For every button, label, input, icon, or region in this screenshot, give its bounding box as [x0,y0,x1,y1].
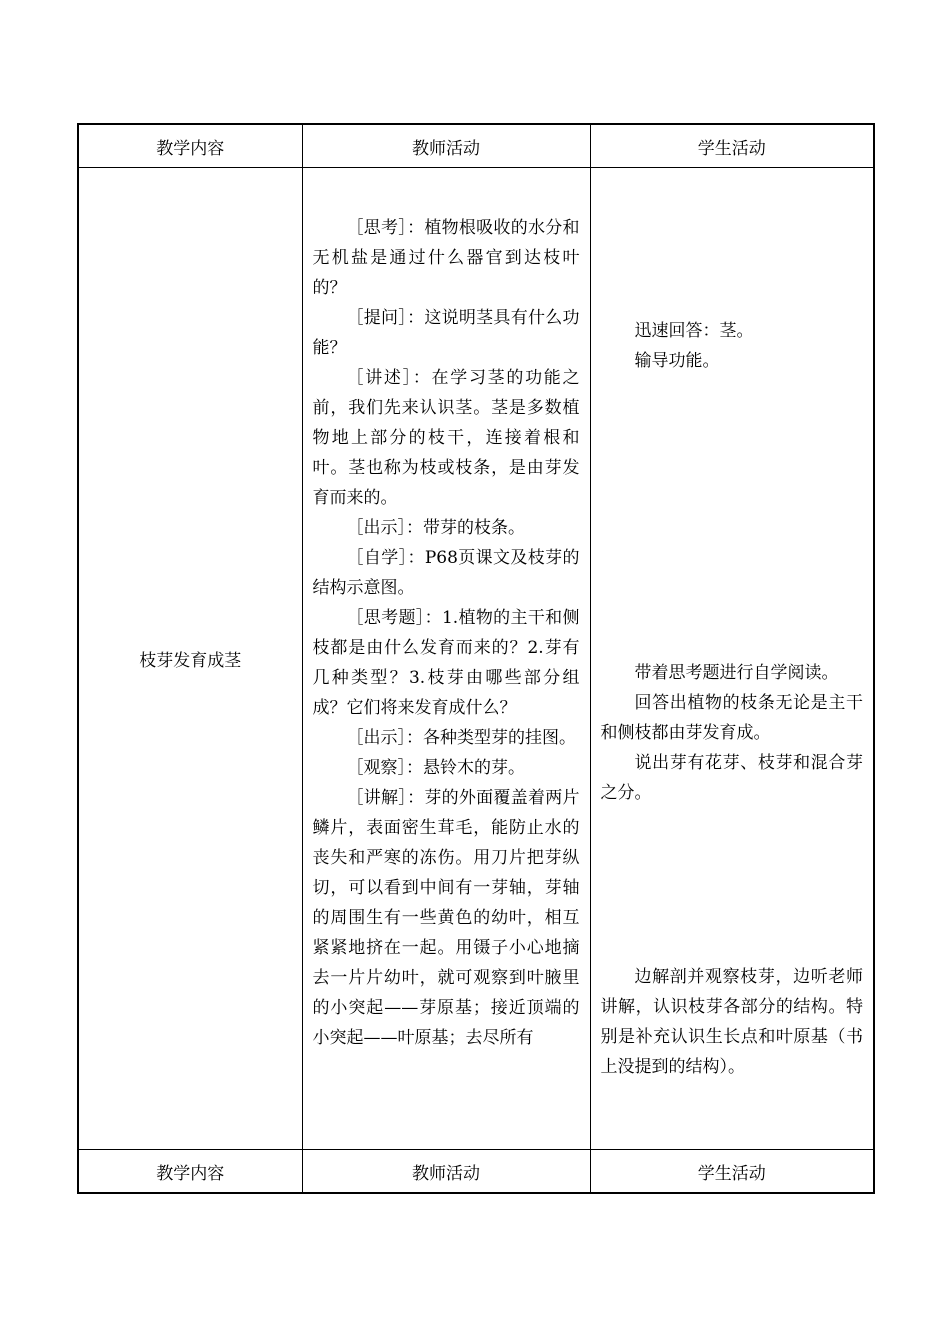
teacher-paragraph: ［观察］：悬铃木的芽。 [346,758,525,778]
teacher-paragraph: ［思考题］：1.植物的主干和侧枝都是由什么发育而来的？2.芽有几种类型？3.枝芽由哪些部分组成？它们将来发育成什么？ [312,608,580,718]
teacher-paragraph: ［自学］：P68页课文及枝芽的结构示意图。 [312,548,580,598]
footer-student-activity: 学生活动 [590,1150,874,1194]
student-paragraph: 带着思考题进行自学阅读。 [634,663,839,683]
teacher-paragraph: ［出示］：带芽的枝条。 [346,518,525,538]
student-block-self-study [591,376,874,808]
student-block-dissection [591,808,874,1082]
teacher-paragraph: ［提问］：这说明茎具有什么功能？ [312,308,580,358]
student-paragraph: 输导功能。 [634,351,720,371]
teacher-paragraph: ［出示］：各种类型芽的挂图。 [346,728,576,748]
teacher-text [303,168,590,1053]
teacher-activity-cell [302,168,590,1150]
body-row [78,168,874,1150]
lesson-plan-table [77,123,875,1194]
footer-teaching-content: 教学内容 [78,1150,302,1194]
student-paragraph: 迅速回答：茎。 [634,321,754,341]
footer-row [78,1150,874,1194]
teacher-paragraph: ［思考］：植物根吸收的水分和无机盐是通过什么器官到达枝叶的？ [312,218,580,298]
teacher-paragraph: ［讲解］：芽的外面覆盖着两片鳞片，表面密生茸毛，能防止水的丧失和严寒的冻伤。用刀片把芽纵切，可以看到中间有一芽轴，芽轴的周围生有一些黄色的幼叶，相互紧紧地挤在一起。用镊子小心地摘去一片片幼叶，就可观察到叶腋里的小突起——芽原基；接近顶端的小突起——叶原基；去尽所有 [312,788,580,1048]
header-student-activity: 学生活动 [590,124,874,168]
footer-teacher-activity: 教师活动 [302,1150,590,1194]
student-activity-cell [590,168,874,1150]
header-teaching-content: 教学内容 [78,124,302,168]
student-block-answers [591,168,874,376]
student-paragraph: 回答出植物的枝条无论是主干和侧枝都由芽发育成。 [600,693,863,743]
student-paragraph: 说出芽有花芽、枝芽和混合芽之分。 [600,753,863,803]
student-paragraph: 边解剖并观察枝芽，边听老师讲解，认识枝芽各部分的结构。特别是补充认识生长点和叶原基（书上没提到的结构）。 [600,967,863,1077]
topic-cell: 枝芽发育成茎 [78,168,302,1150]
header-teacher-activity: 教师活动 [302,124,590,168]
teacher-paragraph: ［讲述］：在学习茎的功能之前，我们先来认识茎。茎是多数植物地上部分的枝干，连接着根和叶。茎也称为枝或枝条，是由芽发育而来的。 [312,368,580,508]
header-row [78,124,874,168]
